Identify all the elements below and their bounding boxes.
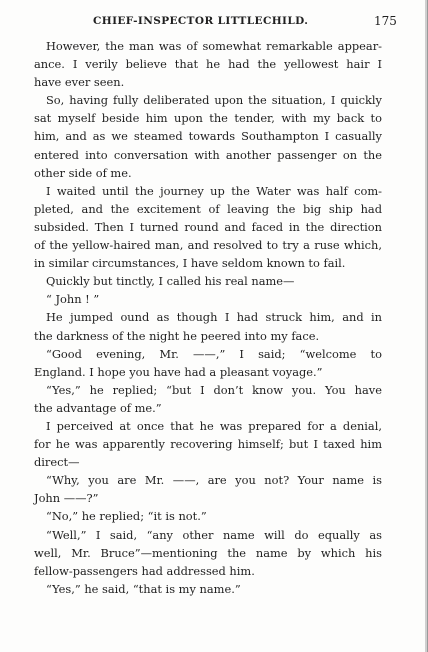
text-line: However, the man was of somewhat remarkable appear- [46, 39, 382, 53]
text-line: He jumped ound as though I had struck him, and in [46, 310, 382, 325]
text-line: fellow-passengers had addressed him. [34, 563, 255, 578]
text-line: have ever seen. [34, 75, 125, 90]
text-line: subsided. Then I turned round and faced in the direction [34, 219, 382, 234]
text-line: other side of me. [34, 165, 132, 180]
page-number: 175 [374, 14, 397, 28]
text-line: sat myself beside him upon the tender, with my back to [34, 111, 382, 126]
text-line: well, Mr. Bruce”—mentioning the name by which his [34, 545, 382, 560]
page-body [34, 37, 382, 598]
text-line: “Good evening, Mr. ——,” I said; “welcome to [46, 346, 382, 361]
text-line: for he was apparently recovering himself; but I taxed him [34, 437, 382, 452]
text-line: I waited until the journey up the Water was half com- [46, 183, 382, 198]
text-line: in similar circumstances, I have seldom known to fail. [34, 256, 346, 271]
running-head: CHIEF-INSPECTOR LITTLECHILD. [93, 15, 309, 27]
text-line: the darkness of the night he peered into my face. [34, 328, 320, 343]
text-line: “Why, you are Mr. ——, are you not? Your name is [46, 473, 382, 488]
text-line: “ John ! ” [46, 292, 100, 307]
text-line: “Yes,” he replied; “but I don’t know you. You have [46, 382, 382, 397]
text-line: So, having fully deliberated upon the situation, I quickly [46, 93, 382, 108]
text-line: direct— [34, 455, 80, 470]
page-header [0, 15, 425, 31]
text-line: him, and as we steamed towards Southampton I casually [34, 129, 382, 144]
text-line: “Well,” I said, “any other name will do equally as [46, 527, 382, 542]
text-line: John ——?” [34, 491, 99, 506]
text-line: the advantage of me.” [34, 400, 162, 415]
text-line: England. I hope you have had a pleasant voyage.” [34, 364, 323, 379]
text-line: “No,” he replied; “it is not.” [46, 509, 207, 524]
text-line: ance. I verily believe that he had the yellowest hair I [34, 57, 382, 72]
text-line: entered into conversation with another passenger on the [34, 147, 382, 162]
text-line: of the yellow-haired man, and resolved to try a ruse which, [34, 238, 382, 253]
text-line: I perceived at once that he was prepared for a denial, [46, 418, 382, 433]
text-line: Quickly but tinctly, I called his real name— [46, 274, 295, 289]
text-line: pleted, and the excitement of leaving the big ship had [34, 201, 382, 216]
text-line: “Yes,” he said, “that is my name.” [46, 581, 241, 596]
